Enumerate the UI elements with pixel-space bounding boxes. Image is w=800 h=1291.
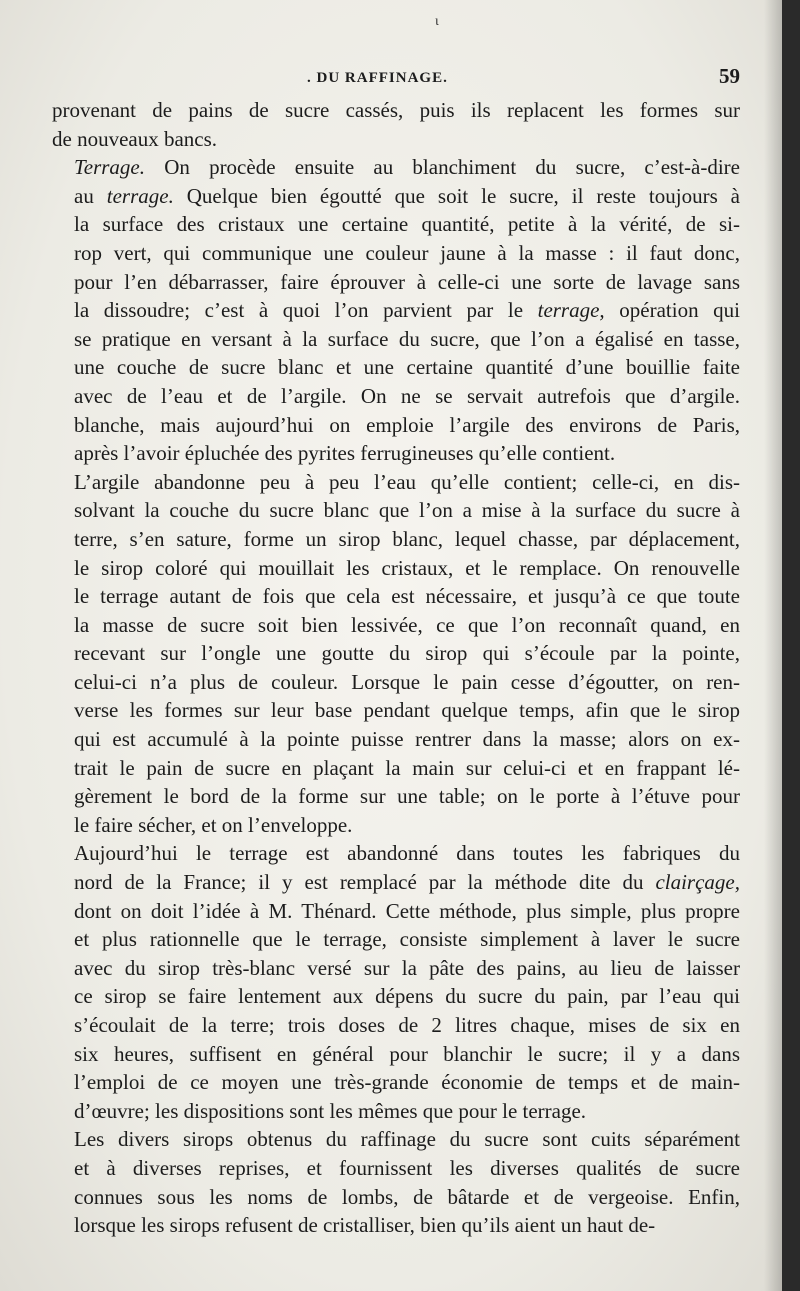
text-line: s’écoulait de la terre; trois doses de 2 litres chaque, mises de six en [74,1013,740,1037]
text-line: nord de la France; il y est remplacé par la méthode dite du clairçage, [74,870,740,895]
paragraph [52,96,740,153]
text-line: au terrage. Quelque bien égoutté que soit le sucre, il reste toujours à [74,183,740,208]
text-line: terre, s’en sature, forme un sirop blanc, lequel chasse, par déplacement, [74,526,740,551]
page-header [52,62,740,92]
text-line: Terrage. On procède ensuite au blanchiment du sucre, c’est-à-dire [74,155,740,180]
text-line: avec du sirop très-blanc versé sur la pâte des pains, au lieu de laisser [74,955,740,980]
paragraph [52,153,740,468]
paragraph [52,468,740,840]
paragraph [52,839,740,1125]
text-line: blanche, mais aujourd’hui on emploie l’argile des environs de Paris, [74,412,740,437]
text-line: l’emploi de ce moyen une très-grande économie de temps et de main- [74,1070,740,1095]
text-line: d’œuvre; les dispositions sont les mêmes que pour le terrage. [74,1098,587,1123]
text-line: dont on doit l’idée à M. Thénard. Cette méthode, plus simple, plus propre [74,898,740,923]
text-line: solvant la couche du sucre blanc que l’on a mise à la surface du sucre à [74,498,740,523]
text-line: ce sirop se faire lentement aux dépens du sucre du pain, par l’eau qui [74,984,740,1009]
text-line: rop vert, qui communique une couleur jaune à la masse : il faut donc, [74,240,740,265]
text-line: L’argile abandonne peu à peu l’eau qu’elle contient; celle-ci, en dis- [74,469,740,494]
text-line: la dissoudre; c’est à quoi l’on parvient par le terrage, opération qui [74,298,740,323]
text-line: recevant sur l’ongle une goutte du sirop qui s’écoule par la pointe, [74,641,740,666]
text-line: le terrage autant de fois que cela est nécessaire, et jusqu’à ce que toute [74,584,740,609]
text-line: connues sous les noms de lombs, de bâtarde et de vergeoise. Enfin, [74,1184,740,1209]
text-line: provenant de pains de sucre cassés, puis ils replacent les formes sur [52,98,740,122]
page-number: 59 [719,64,740,88]
text-line: se pratique en versant à la surface du sucre, que l’on a égalisé en tasse, [74,326,740,351]
text-line: le sirop coloré qui mouillait les cristaux, et le remplace. On renouvelle [74,555,740,580]
text-line: Les divers sirops obtenus du raffinage du sucre sont cuits séparément [74,1127,740,1152]
text-line: après l’avoir épluchée des pyrites ferrugineuses qu’elle contient. [74,441,616,466]
text-line: et à diverses reprises, et fournissent les diverses qualités de sucre [74,1155,740,1180]
body-text [52,96,740,1240]
running-head: . DU RAFFINAGE. [307,70,448,86]
text-line: qui est accumulé à la pointe puisse rentrer dans la masse; alors on ex- [74,727,740,752]
page-edge-shadow [764,0,782,1291]
text-line: et plus rationnelle que le terrage, consiste simplement à laver le sucre [74,927,740,952]
text-line: pour l’en débarrasser, faire éprouver à celle-ci une sorte de lavage sans [74,269,740,294]
text-line: le faire sécher, et on l’enveloppe. [74,812,353,837]
text-line: celui-ci n’a plus de couleur. Lorsque le pain cesse d’égoutter, on ren- [74,669,740,694]
text-line: gèrement le bord de la forme sur une table; on le porte à l’étuve pour [74,784,740,809]
text-line: lorsque les sirops refusent de cristalliser, bien qu’ils aient un haut de- [74,1213,656,1238]
paragraph [52,1125,740,1239]
text-line: la surface des cristaux une certaine quantité, petite à la vérité, de si- [74,212,740,237]
text-line: de nouveaux bancs. [52,126,218,151]
text-line: six heures, suffisent en général pour blanchir le sucre; il y a dans [74,1041,740,1066]
text-line: trait le pain de sucre en plaçant la main sur celui-ci et en frappant lé- [74,755,740,780]
text-line: la masse de sucre soit bien lessivée, ce que l’on reconnaît quand, en [74,612,740,637]
text-line: verse les formes sur leur base pendant quelque temps, afin que le sirop [74,698,740,723]
text-line: une couche de sucre blanc et une certaine quantité d’une bouillie faite [74,355,740,380]
text-line: avec de l’eau et de l’argile. On ne se servait autrefois que d’argile. [74,383,740,408]
top-mark: ι [435,14,439,29]
text-line: Aujourd’hui le terrage est abandonné dans toutes les fabriques du [74,841,740,866]
